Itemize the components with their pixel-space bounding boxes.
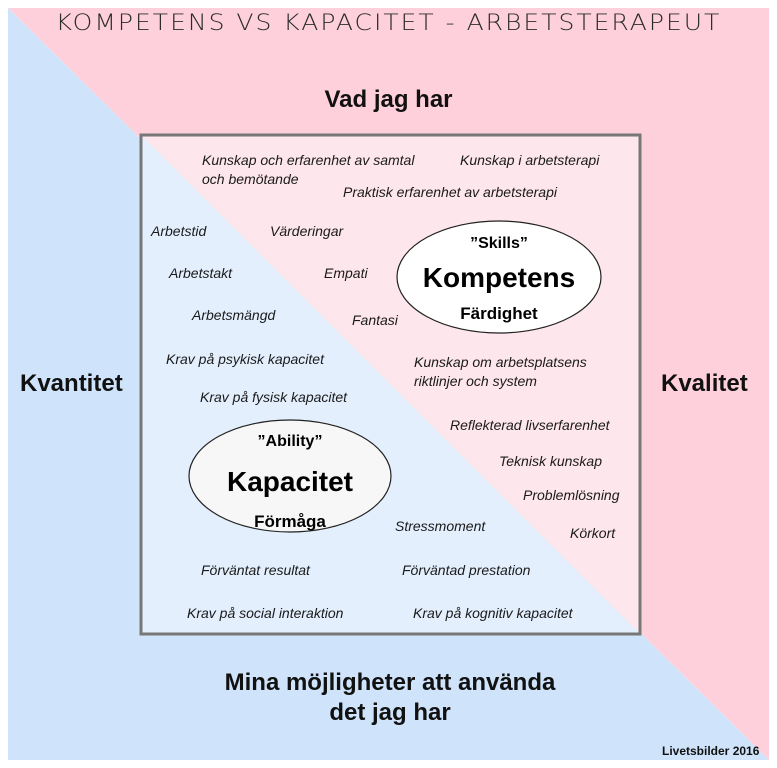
kompetens-subtitle: Färdighet xyxy=(460,304,538,323)
item-praktisk: Praktisk erfarenhet av arbetsterapi xyxy=(343,184,557,200)
item-varderingar: Värderingar xyxy=(270,223,344,239)
kompetens-skills-label: ”Skills” xyxy=(470,235,528,252)
heading-left: Kvantitet xyxy=(20,370,123,397)
item-empati: Empati xyxy=(324,265,368,281)
item-samtal-line1: Kunskap och erfarenhet av samtal xyxy=(202,152,415,168)
heading-top: Vad jag har xyxy=(324,86,453,113)
item-riktlinjer-line1: Kunskap om arbetsplatsens xyxy=(414,354,587,370)
item-forvantat-resultat: Förväntat resultat xyxy=(201,562,310,578)
item-samtal-line2: och bemötande xyxy=(202,171,299,187)
item-arbetsmangd: Arbetsmängd xyxy=(192,307,276,323)
heading-bottom-line1: Mina möjligheter att använda xyxy=(224,669,556,696)
item-kognitiv: Krav på kognitiv kapacitet xyxy=(413,605,573,621)
heading-right: Kvalitet xyxy=(661,370,748,397)
item-reflekterad: Reflekterad livserfarenhet xyxy=(450,417,610,433)
kapacitet-ability-label: ”Ability” xyxy=(257,433,323,450)
item-arbetsterapi: Kunskap i arbetsterapi xyxy=(460,152,600,168)
item-riktlinjer xyxy=(414,353,587,391)
item-korkort: Körkort xyxy=(570,525,616,541)
item-fantasi: Fantasi xyxy=(352,312,398,328)
item-psykisk: Krav på psykisk kapacitet xyxy=(166,351,324,367)
item-social: Krav på social interaktion xyxy=(187,605,344,621)
kapacitet-subtitle: Förmåga xyxy=(254,512,326,531)
kompetens-title: Kompetens xyxy=(422,262,576,293)
item-forvantad-prestation: Förväntad prestation xyxy=(402,562,531,578)
item-teknisk: Teknisk kunskap xyxy=(499,453,602,469)
item-riktlinjer-line2: riktlinjer och system xyxy=(414,373,537,389)
item-arbetstid: Arbetstid xyxy=(151,223,207,239)
heading-bottom-line2: det jag har xyxy=(329,699,451,726)
credit-text: Livetsbilder 2016 xyxy=(662,744,760,758)
heading-bottom xyxy=(180,668,600,728)
page-title: KOMPETENS VS KAPACITET - ARBETSTERAPEUT xyxy=(55,9,722,36)
item-problemlosning: Problemlösning xyxy=(523,487,620,503)
item-fysisk: Krav på fysisk kapacitet xyxy=(200,389,348,405)
kapacitet-title: Kapacitet xyxy=(226,466,354,497)
item-stressmoment: Stressmoment xyxy=(395,518,486,534)
item-arbetstakt: Arbetstakt xyxy=(169,265,233,281)
